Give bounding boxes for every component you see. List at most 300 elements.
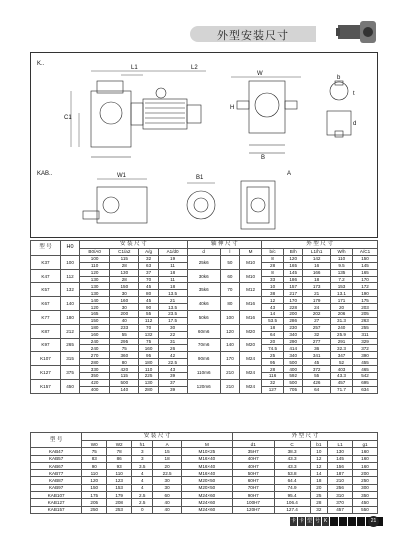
subheader-cell: C (274, 441, 310, 448)
gear-circle (100, 102, 122, 124)
outer-cell: 500 (284, 379, 303, 386)
outer-cell: 217 (284, 290, 303, 297)
value-cell: 75 (82, 448, 107, 455)
outer-cell: 43.3 (331, 373, 353, 380)
outer-cell: 175 (353, 297, 378, 304)
table-row (31, 297, 378, 304)
install-cell: 120 (80, 304, 110, 311)
install-cell: 165 (80, 311, 110, 318)
install-cell: 75 (139, 338, 158, 345)
install-cell: 43 (158, 366, 187, 373)
value-cell: 160 (353, 448, 378, 455)
outer-cell: 173 (303, 283, 331, 290)
value-cell: M20×50 (181, 477, 232, 484)
install-cell: 140 (110, 386, 139, 393)
h0-cell: 112 (60, 269, 79, 283)
install-cell: 120 (80, 269, 110, 276)
outer-cell: 45 (303, 359, 331, 366)
dim-b: B (261, 155, 266, 161)
install-cell: 225 (139, 373, 158, 380)
value-cell: 187 (328, 470, 353, 477)
subheader-cell: L1 (328, 441, 353, 448)
value-cell: 70H7 (232, 484, 274, 491)
outer-cell: 27 (303, 317, 331, 324)
model-cell: KAB47 (31, 448, 82, 455)
table-row (31, 462, 378, 469)
value-cell: 350 (353, 492, 378, 499)
install-cell: 45 (139, 297, 158, 304)
value-cell: 28 (310, 499, 328, 506)
outer-cell: 18 (262, 324, 284, 331)
subheader-cell: W/h (331, 249, 353, 256)
outer-cell: 340 (284, 331, 303, 338)
install-cell: 180 (139, 359, 158, 366)
value-cell: 110 (82, 470, 107, 477)
page-number: 21 (368, 516, 379, 527)
outer-cell: 228 (284, 304, 303, 311)
footer-tab: 号 (314, 518, 320, 524)
outer-cell: 8 (262, 269, 284, 276)
shaft-d-cell: 110m6 (187, 366, 220, 380)
outer-cell: 347 (331, 352, 353, 359)
value-cell: 32 (310, 506, 328, 513)
outer-cell: 230 (284, 324, 303, 331)
install-cell: 37 (139, 269, 158, 276)
install-cell: 132 (139, 331, 158, 338)
outer-cell: 142 (303, 255, 331, 262)
install-cell: 150 (80, 317, 110, 324)
table-row (31, 379, 378, 386)
install-cell: 23.5 (158, 311, 187, 318)
value-cell: 110 (107, 470, 132, 477)
value-cell: 175 (82, 492, 107, 499)
outer-cell: 170 (284, 297, 303, 304)
value-cell: 20 (153, 462, 182, 469)
model-cell: K87 (31, 324, 61, 338)
install-cell: 130 (139, 379, 158, 386)
install-cell: 420 (80, 379, 110, 386)
value-cell: M24×60 (181, 492, 232, 499)
shaft-d-cell: 90m6 (187, 352, 220, 366)
shaft-d-cell: 70m6 (187, 338, 220, 352)
value-cell: 145 (328, 455, 353, 462)
model-cell: KAB67 (31, 462, 82, 469)
value-cell: 30 (153, 477, 182, 484)
section-title-bar (190, 26, 316, 42)
install-cell: 80 (110, 359, 139, 366)
h0-cell: 180 (60, 311, 79, 325)
table-row (31, 506, 378, 513)
h0-cell: 212 (60, 324, 79, 338)
value-cell: M24×60 (181, 506, 232, 513)
table-row (31, 269, 378, 276)
install-cell: 70 (139, 324, 158, 331)
install-cell: 11 (158, 276, 187, 283)
value-cell: 4 (132, 484, 153, 491)
outer-cell: 43 (262, 304, 284, 311)
model-cell: KAB127 (31, 499, 82, 506)
install-cell: 350 (80, 373, 110, 380)
outer-cell: 157 (284, 283, 303, 290)
outer-cell: 200 (284, 311, 303, 318)
install-cell: 90 (139, 304, 158, 311)
table-row (31, 255, 378, 262)
install-cell: 420 (110, 366, 139, 373)
outer-cell: 286 (284, 317, 303, 324)
install-cell: 295 (110, 338, 139, 345)
outer-cell: 166 (303, 269, 331, 276)
dim-b-small: b (337, 75, 341, 81)
model-cell: KAB107 (31, 492, 82, 499)
header-model: 型 号 (31, 241, 61, 256)
install-cell: 160 (139, 345, 158, 352)
value-cell: 43.3 (274, 462, 310, 469)
shaft-m-cell: M10 (240, 255, 262, 269)
footer-tab: 卡 (298, 518, 304, 524)
outer-cell: 55 (303, 373, 331, 380)
page-title: 外型安装尺寸 (217, 29, 289, 42)
install-cell: 160 (110, 297, 139, 304)
install-cell: 180 (80, 324, 110, 331)
model-cell: K127 (31, 366, 61, 380)
shaft-m-cell: M24 (240, 366, 262, 380)
install-cell: 55 (110, 331, 139, 338)
outer-cell: 21 (303, 290, 331, 297)
outer-cell: 127 (262, 386, 284, 393)
value-cell: 150 (82, 484, 107, 491)
outer-cell: 145 (284, 269, 303, 276)
subheader-cell: b1 (310, 441, 328, 448)
outer-cell: 32 (262, 379, 284, 386)
value-cell: 20 (310, 484, 328, 491)
value-cell: 60H7 (232, 477, 274, 484)
outer-cell: 500 (284, 359, 303, 366)
dim-b1: B1 (196, 175, 204, 181)
gear-housing-outline (91, 91, 131, 147)
outer-cell: 64 (303, 386, 331, 393)
shaft-l-cell: 210 (220, 366, 239, 380)
install-cell: 28 (110, 262, 139, 269)
value-cell: M24×60 (181, 499, 232, 506)
value-cell: 74.9 (274, 484, 310, 491)
value-cell: 256 (328, 484, 353, 491)
dim-l2: L2 (191, 65, 198, 71)
value-cell: 90H7 (232, 492, 274, 499)
install-cell: 115 (110, 255, 139, 262)
value-cell: M10×25 (181, 448, 232, 455)
install-cell: 160 (80, 331, 110, 338)
subheader-cell: M (181, 441, 232, 448)
subheader-cell: W2 (107, 441, 132, 448)
outer-cell: 372 (353, 345, 378, 352)
outer-cell: 542 (353, 373, 378, 380)
subheader-cell: d (187, 249, 220, 256)
value-cell: 38.3 (274, 448, 310, 455)
install-cell: 18 (158, 269, 187, 276)
subheader-cell: A1/d0 (158, 249, 187, 256)
install-cell: 200 (110, 311, 139, 318)
install-cell: 39 (158, 373, 187, 380)
value-cell: 160 (353, 462, 378, 469)
outer-cell: 71.7 (331, 386, 353, 393)
install-cell: 130 (110, 269, 139, 276)
h0-cell: 450 (60, 379, 79, 393)
value-cell: 250 (353, 477, 378, 484)
subheader-cell: B0/A0 (80, 249, 110, 256)
value-cell: 40H7 (232, 455, 274, 462)
value-cell: 43.3 (274, 455, 310, 462)
install-cell: 19 (158, 255, 187, 262)
outer-cell: 263 (353, 317, 378, 324)
install-cell: 28 (110, 276, 139, 283)
value-cell: 78 (107, 448, 132, 455)
outer-cell: 341 (303, 352, 331, 359)
model-cell: K77 (31, 311, 61, 325)
outer-cell: 153 (331, 283, 353, 290)
dim-h: H (230, 105, 235, 111)
drawing-panel (30, 52, 378, 238)
install-cell: 42 (158, 352, 187, 359)
outer-cell: 25 (262, 352, 284, 359)
outer-cell: 165 (284, 262, 303, 269)
outer-cell: 16 (303, 262, 331, 269)
value-cell: 120H7 (232, 506, 274, 513)
install-cell: 130 (80, 276, 110, 283)
value-cell: 95.4 (274, 492, 310, 499)
footer-bar (348, 517, 356, 526)
value-cell: 83 (82, 455, 107, 462)
value-cell: 208 (107, 499, 132, 506)
value-cell: 3 (132, 448, 153, 455)
dim-a: A (287, 171, 292, 177)
header-h0: H0 (60, 241, 79, 256)
outer-cell: 240 (331, 324, 353, 331)
outer-cell: 277 (303, 338, 331, 345)
install-cell: 270 (80, 352, 110, 359)
subheader-cell: W0 (82, 441, 107, 448)
outer-cell: 31.3 (331, 317, 353, 324)
subheader-cell: B/h (284, 249, 303, 256)
shaft-m-cell: M10 (240, 269, 262, 283)
table-row (31, 324, 378, 331)
h0-cell: 100 (60, 255, 79, 269)
value-cell: 160 (353, 455, 378, 462)
value-cell: 310 (328, 492, 353, 499)
shaft-m-cell: M20 (240, 338, 262, 352)
outer-cell: 465 (353, 366, 378, 373)
table-subheader-row (31, 441, 378, 448)
outer-cell: 340 (284, 352, 303, 359)
value-cell: 2.5 (132, 499, 153, 506)
model-cell: K67 (31, 297, 61, 311)
subheader-cell: h1 (132, 441, 153, 448)
outer-cell: 400 (284, 366, 303, 373)
shaft-d-cell: 40k6 (187, 297, 220, 311)
value-cell: 450 (353, 499, 378, 506)
table-header-row (31, 433, 378, 441)
install-cell: 55 (139, 311, 158, 318)
install-cell: 30 (110, 304, 139, 311)
value-cell: 179 (107, 492, 132, 499)
outer-cell: 172 (353, 283, 378, 290)
outer-cell: 18 (303, 276, 331, 283)
table-row (31, 455, 378, 462)
install-cell: 26 (158, 345, 187, 352)
outer-cell: 10 (262, 283, 284, 290)
model-cell: K47 (31, 269, 61, 283)
shaft-l-cell: 60 (220, 269, 239, 283)
dimensions-table-kab (30, 432, 378, 514)
model-cell: KAB97 (31, 484, 82, 491)
value-cell: 12 (310, 455, 328, 462)
model-cell: K97 (31, 338, 61, 352)
model-cell: K57 (31, 283, 61, 297)
shaft-l-cell: 210 (220, 379, 239, 393)
outer-cell: 28 (262, 262, 284, 269)
install-cell: 140 (80, 297, 110, 304)
outer-cell: 150 (353, 255, 378, 262)
install-cell: 240 (80, 338, 110, 345)
outer-cell: 290 (284, 338, 303, 345)
outer-cell: 53.5 (262, 317, 284, 324)
install-cell: 63 (139, 262, 158, 269)
subheader-cell: b/c (262, 249, 284, 256)
outer-cell: 695 (353, 379, 378, 386)
value-cell: 370 (328, 499, 353, 506)
shaft-l-cell: 140 (220, 338, 239, 352)
outer-cell: 24 (303, 304, 331, 311)
shaft-d-cell: 50k6 (187, 311, 220, 325)
install-cell: 13.5 (158, 304, 187, 311)
h0-cell: 140 (60, 297, 79, 311)
value-cell: 3.5 (132, 462, 153, 469)
label-kab: KAB.. (37, 171, 53, 177)
install-cell: 500 (110, 379, 139, 386)
outer-cell: 74.5 (262, 345, 284, 352)
value-cell: 100H7 (232, 499, 274, 506)
outer-cell: 190 (353, 290, 378, 297)
install-cell: 240 (80, 345, 110, 352)
shaft-l-cell: 170 (220, 352, 239, 366)
outer-cell: 8 (262, 255, 284, 262)
h0-cell: 315 (60, 352, 79, 366)
value-cell: 4 (132, 477, 153, 484)
outer-cell: 203 (353, 304, 378, 311)
subheader-cell: A (153, 441, 182, 448)
motor-body-outline (143, 99, 187, 129)
outer-cell: 414 (284, 345, 303, 352)
value-cell: 35H7 (232, 448, 274, 455)
shaft-m-cell: M16 (240, 311, 262, 325)
outer-cell: 311 (353, 331, 378, 338)
install-cell: 280 (80, 359, 110, 366)
model-cell: K107 (31, 352, 61, 366)
subheader-cell: A/C1 (353, 249, 378, 256)
value-cell: 25 (310, 492, 328, 499)
subheader-cell: L1/h1 (303, 249, 331, 256)
footer-bar (357, 517, 365, 526)
shaft-m-cell: M24 (240, 379, 262, 393)
shaft-d-cell: 35k6 (187, 283, 220, 297)
value-cell: 457 (328, 506, 353, 513)
install-cell: 330 (80, 366, 110, 373)
adapter-outline (131, 103, 143, 125)
install-cell: 110 (80, 262, 110, 269)
footer-tab: K (323, 518, 328, 524)
outer-cell: 329 (353, 338, 378, 345)
outer-cell: 634 (353, 386, 378, 393)
install-cell: 233 (110, 324, 139, 331)
outer-cell: 64 (262, 331, 284, 338)
install-cell: 37 (158, 379, 187, 386)
dim-c1: C1 (64, 115, 72, 121)
install-cell: 150 (110, 283, 139, 290)
table-row (31, 470, 378, 477)
outer-cell: 206 (331, 311, 353, 318)
value-cell: M16×40 (181, 470, 232, 477)
table-header-row (31, 241, 378, 249)
outer-cell: 38 (262, 290, 284, 297)
dim-w: W (257, 71, 263, 77)
install-cell: 360 (110, 352, 139, 359)
label-k: K.. (37, 61, 45, 67)
value-cell: 123 (107, 477, 132, 484)
outer-cell: 145 (353, 262, 378, 269)
install-cell: 112 (139, 317, 158, 324)
value-cell: 86 (107, 455, 132, 462)
outer-cell: 120 (284, 255, 303, 262)
value-cell: 106.4 (274, 499, 310, 506)
value-cell: 127.4 (274, 506, 310, 513)
gearbox-logo-icon (336, 17, 380, 47)
install-cell: 280 (139, 386, 158, 393)
shaft-d-cell: 60m6 (187, 324, 220, 338)
value-cell: 253 (107, 506, 132, 513)
outer-cell: 7.2 (331, 276, 353, 283)
shaft-l-cell: 120 (220, 324, 239, 338)
value-cell: 15 (153, 448, 182, 455)
table-row (31, 311, 378, 318)
install-cell: 21 (158, 297, 187, 304)
install-cell: 130 (80, 290, 110, 297)
subheader-cell: A/g (139, 249, 158, 256)
subheader-cell: g1 (353, 441, 378, 448)
value-cell: 30 (153, 484, 182, 491)
shaft-l-cell: 50 (220, 255, 239, 269)
table-row (31, 366, 378, 373)
value-cell: 18 (310, 477, 328, 484)
shaft-m-cell: M20 (240, 324, 262, 338)
outer-cell: 291 (331, 338, 353, 345)
outer-cell: 592 (284, 373, 303, 380)
header-shaft: 轴 伸 尺 寸 (187, 241, 262, 249)
outer-cell: 705 (284, 386, 303, 393)
footer-tab: 卡 (290, 518, 296, 524)
value-cell: 210 (328, 477, 353, 484)
install-cell: 32 (139, 255, 158, 262)
shaft-l-cell: 80 (220, 297, 239, 311)
table-row (31, 484, 378, 491)
value-cell: 250 (82, 506, 107, 513)
outer-cell: 426 (303, 379, 331, 386)
install-cell: 40 (110, 317, 139, 324)
install-cell: 22 (158, 331, 187, 338)
value-cell: 130 (328, 448, 353, 455)
outer-cell: 171 (331, 297, 353, 304)
outer-cell: 95 (262, 359, 284, 366)
outer-cell: 13.1 (331, 290, 353, 297)
value-cell: 3 (132, 455, 153, 462)
